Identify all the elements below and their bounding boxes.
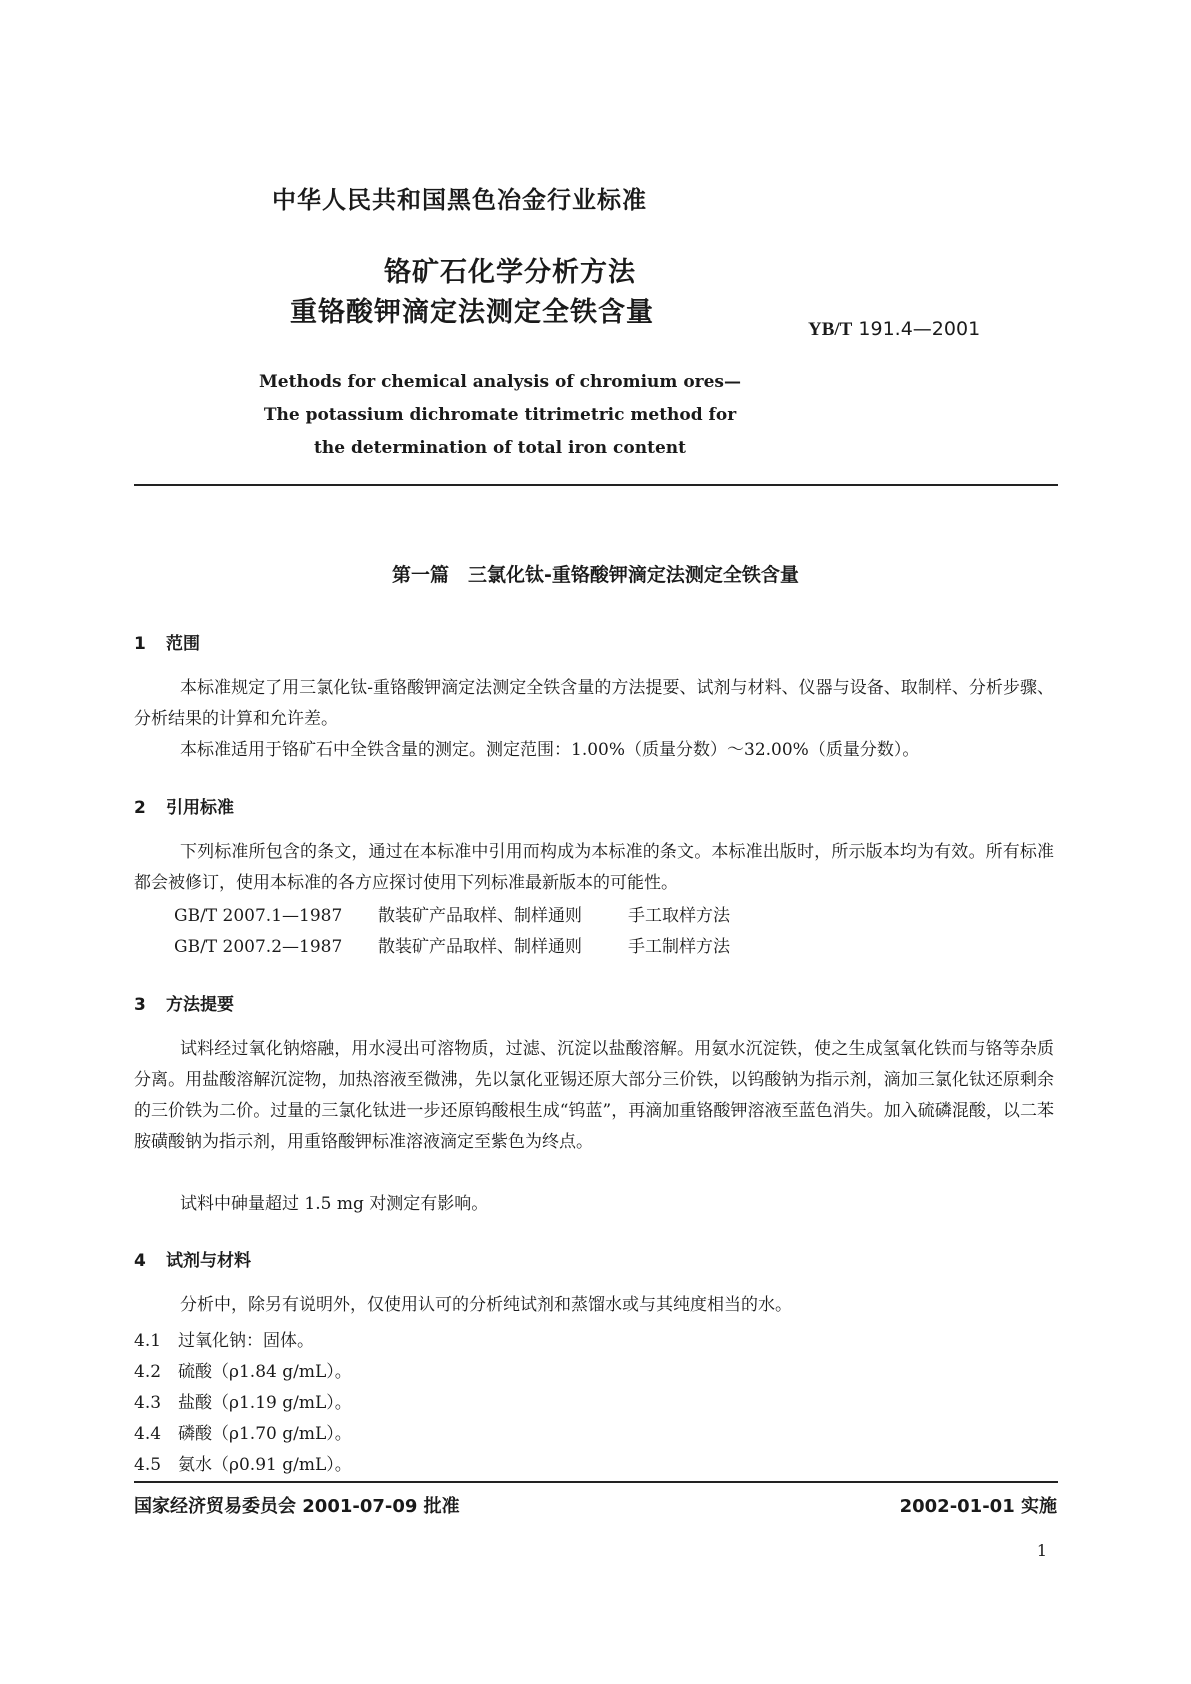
reagent-item xyxy=(134,1388,352,1413)
section-1-paragraph-1: 本标准规定了用三氯化钛-重铬酸钾滴定法测定全铁含量的方法提要、试剂与材料、仪器与设备、取制样、分析步骤、分析结果的计算和允许差。 xyxy=(134,678,1054,729)
section-3-paragraph-1: 试料经过氧化钠熔融，用水浸出可溶物质，过滤、沉淀以盐酸溶解。用氨水沉淀铁，使之生成氢氧化铁而与铬等杂质分离。用盐酸溶解沉淀物，加热溶液至微沸，先以氯化亚锡还原大部分三价铁，以钨酸钠为指示剂，滴加三氯化钛还原剩余的三价铁为二价。过量的三氯化钛进一步还原钨酸根生成“钨蓝”，再滴加重铬酸钾溶液至蓝色消失。加入硫磷混酸，以二苯胺磺酸钠为指示剂，用重铬酸钾标准溶液滴定至紫色为终点。 xyxy=(134,1039,1054,1152)
item-text: 氨水（ρ0.91 g/mL）。 xyxy=(178,1455,352,1475)
section-title: 方法提要 xyxy=(166,995,234,1015)
reagent-item xyxy=(134,1419,352,1444)
section-title: 范围 xyxy=(166,634,200,654)
item-text: 盐酸（ρ1.19 g/mL）。 xyxy=(178,1393,352,1413)
title-en xyxy=(200,366,800,465)
reference-title: 散装矿产品取样、制样通则 xyxy=(378,906,582,926)
item-number: 4.5 xyxy=(134,1455,162,1475)
section-heading-2 xyxy=(134,793,234,818)
implementation-date: 2002-01-01 实施 xyxy=(899,1496,1057,1517)
page-number: 1 xyxy=(1036,1541,1047,1560)
reagent-item xyxy=(134,1450,352,1475)
section-heading-3 xyxy=(134,990,234,1015)
standard-number xyxy=(808,318,980,341)
title-zh-line2: 重铬酸钾滴定法测定全铁含量 xyxy=(290,297,654,328)
section-number: 1 xyxy=(134,634,146,654)
item-text: 过氧化钠：固体。 xyxy=(178,1331,314,1351)
footer-divider xyxy=(134,1481,1058,1483)
reference-code: GB/T 2007.1—1987 xyxy=(174,906,343,926)
section-2-paragraph-1: 下列标准所包含的条文，通过在本标准中引用而构成为本标准的条文。本标准出版时，所示版本均为有效。所有标准都会被修订，使用本标准的各方应探讨使用下列标准最新版本的可能性。 xyxy=(134,842,1054,893)
item-number: 4.4 xyxy=(134,1424,162,1444)
item-text: 磷酸（ρ1.70 g/mL）。 xyxy=(178,1424,352,1444)
reference-item xyxy=(174,901,730,926)
title-en-line2: The potassium dichromate titrimetric method for xyxy=(263,405,737,425)
reference-subtitle: 手工制样方法 xyxy=(628,937,730,957)
section-heading-4 xyxy=(134,1246,251,1271)
reagent-item xyxy=(134,1357,352,1382)
section-title: 试剂与材料 xyxy=(166,1251,251,1271)
section-heading-1 xyxy=(134,629,200,654)
header-divider xyxy=(134,484,1058,486)
reference-item xyxy=(174,932,730,957)
reference-code: GB/T 2007.2—1987 xyxy=(174,937,343,957)
title-en-line3: the determination of total iron content xyxy=(314,438,686,458)
reference-title: 散装矿产品取样、制样通则 xyxy=(378,937,582,957)
item-number: 4.3 xyxy=(134,1393,162,1413)
item-number: 4.1 xyxy=(134,1331,162,1351)
section-4-paragraph-1: 分析中，除另有说明外，仅使用认可的分析纯试剂和蒸馏水或与其纯度相当的水。 xyxy=(180,1295,792,1315)
reagent-item xyxy=(134,1326,314,1351)
standard-prefix: YB/T xyxy=(808,319,853,340)
title-zh-line1: 铬矿石化学分析方法 xyxy=(384,257,636,288)
section-3-paragraph-2: 试料中砷量超过 1.5 mg 对测定有影响。 xyxy=(180,1194,489,1214)
item-text: 硫酸（ρ1.84 g/mL）。 xyxy=(178,1362,352,1382)
issuing-authority: 中华人民共和国黑色冶金行业标准 xyxy=(272,186,647,214)
item-number: 4.2 xyxy=(134,1362,162,1382)
section-number: 2 xyxy=(134,798,146,818)
part-title: 第一篇 三氯化钛-重铬酸钾滴定法测定全铁含量 xyxy=(392,564,799,586)
standard-code: 191.4—2001 xyxy=(858,318,981,340)
reference-subtitle: 手工取样方法 xyxy=(628,906,730,926)
section-title: 引用标准 xyxy=(166,798,234,818)
section-number: 4 xyxy=(134,1251,146,1271)
title-en-line1: Methods for chemical analysis of chromium ores— xyxy=(258,372,742,392)
section-number: 3 xyxy=(134,995,146,1015)
approval-date: 国家经济贸易委员会 2001-07-09 批准 xyxy=(134,1496,460,1517)
section-1-paragraph-2: 本标准适用于铬矿石中全铁含量的测定。测定范围：1.00%（质量分数）～32.00%（质量分数）。 xyxy=(180,740,920,760)
